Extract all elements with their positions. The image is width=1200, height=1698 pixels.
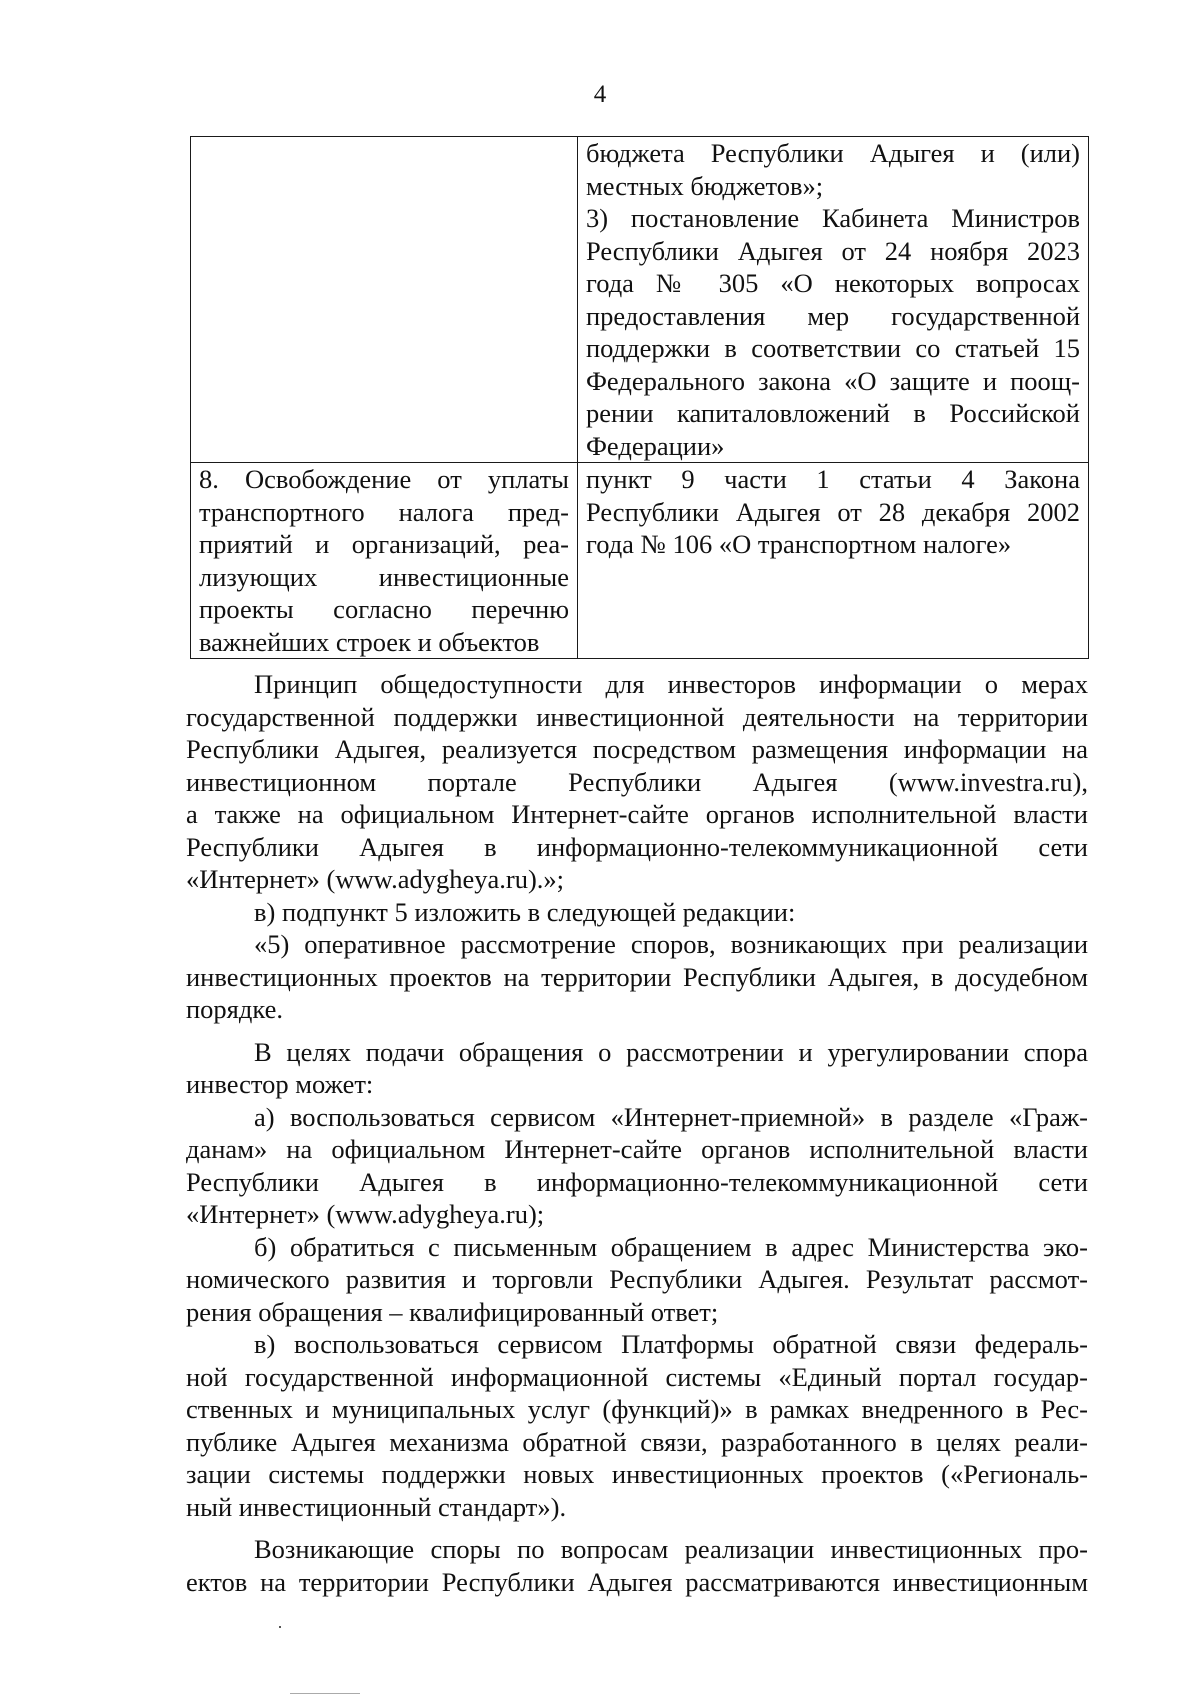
- scan-edge-mark: [290, 1693, 360, 1694]
- paragraph-line: «Интернет» (www.adygheya.ru);: [186, 1199, 545, 1229]
- paragraph-line: а также на официальном Интернет-сайте органов исполнительной власти: [186, 799, 1088, 829]
- paragraph-line: а) воспользоваться сервисом «Интернет-приемной» в разделе «Граж-: [254, 1101, 1088, 1132]
- cell-text-line: Республики Адыгея от 24 ноября 2023: [586, 235, 1080, 266]
- cell-text-line: года № 106 «О транспортном налоге»: [586, 529, 1012, 559]
- paragraph-line: Принцип общедоступности для инвесторов информации о мерах: [254, 669, 1088, 699]
- cell-text-line: Республики Адыгея от 28 декабря 2002: [586, 496, 1080, 527]
- paragraph-line: инвестиционных проектов на территории Республики Адыгея, в досудебном: [186, 961, 1088, 992]
- table-cell-legal-basis: [578, 137, 1089, 463]
- cell-text-line: проекты согласно перечню: [199, 594, 569, 624]
- paragraph-line: «Интернет» (www.adygheya.ru).»;: [186, 864, 565, 894]
- cell-text-line: приятий и организаций, реа-: [199, 529, 569, 559]
- paragraph-line: в) подпункт 5 изложить в следующей редакции:: [254, 896, 796, 927]
- paragraph-option-a: [186, 1101, 1088, 1231]
- cell-text-line: поддержки в соответствии со статьей 15: [586, 333, 1080, 363]
- cell-text-line: пункт 9 части 1 статьи 4 Закона: [586, 464, 1080, 494]
- paragraph-line: Республики Адыгея в информационно-телекоммуникационной сети: [186, 831, 1088, 862]
- paragraph-line: ственных и муниципальных услуг (функций)» в рамках внедренного в Рес-: [186, 1394, 1088, 1424]
- paragraph-line: государственной поддержки инвестиционной деятельности на территории: [186, 701, 1088, 732]
- cell-text-line: Федерации»: [586, 430, 725, 461]
- paragraph-line: «5) оперативное рассмотрение споров, возникающих при реализации: [254, 929, 1088, 959]
- measures-table: [190, 136, 1089, 659]
- cell-text-line: местных бюджетов»;: [586, 170, 824, 201]
- paragraph-dispute-appeal: [186, 1036, 1088, 1101]
- paragraph-line: рения обращения – квалифицированный ответ;: [186, 1296, 719, 1327]
- table-row: [191, 463, 1089, 659]
- cell-text-line: года № 305 «О некоторых вопросах: [586, 268, 1080, 298]
- paragraph-line: ный инвестиционный стандарт»).: [186, 1491, 567, 1522]
- paragraph-line: Возникающие споры по вопросам реализации инвестиционных про-: [254, 1534, 1088, 1564]
- cell-text-line: бюджета Республики Адыгея и (или): [586, 138, 1080, 168]
- paragraph-option-b: [186, 1231, 1088, 1329]
- paragraph-information-principle: [186, 668, 1088, 896]
- paragraph-line: инвестиционном портале Республики Адыгея (www.investra.ru),: [186, 766, 1088, 797]
- cell-text-line: Федерального закона «О защите и поощ-: [586, 365, 1080, 396]
- cell-text-line: 3) постановление Кабинета Министров: [586, 203, 1080, 233]
- table-cell-measure: [191, 137, 578, 463]
- cell-text-line: 8. Освобождение от уплаты: [199, 464, 569, 494]
- paragraph-gap: [186, 1026, 1088, 1036]
- paragraph-gap: [186, 1523, 1088, 1533]
- page-number: 4: [593, 81, 607, 108]
- paragraph-line: Республики Адыгея в информационно-телекоммуникационной сети: [186, 1166, 1088, 1197]
- cell-text-line: важнейших строек и объектов: [199, 626, 540, 657]
- paragraph-line: данам» на официальном Интернет-сайте органов исполнительной власти: [186, 1134, 1088, 1164]
- table-cell-measure: [191, 463, 578, 659]
- paragraph-line: публике Адыгея механизма обратной связи, разработанного в целях реали-: [186, 1426, 1088, 1457]
- cell-text-line: лизующих инвестиционные: [199, 561, 569, 592]
- paragraph-line: порядке.: [186, 994, 283, 1024]
- paragraph-line: ектов на территории Республики Адыгея рассматриваются инвестиционным: [186, 1566, 1088, 1597]
- scan-speck: [279, 1626, 281, 1628]
- paragraph-line: Республики Адыгея, реализуется посредством размещения информации на: [186, 734, 1088, 764]
- paragraph-line: в) воспользоваться сервисом Платформы обратной связи федераль-: [254, 1329, 1088, 1359]
- cell-text-line: рении капиталовложений в Российской: [586, 398, 1080, 428]
- paragraph-option-c: [186, 1328, 1088, 1523]
- paragraph-line: ной государственной информационной системы «Единый портал государ-: [186, 1361, 1088, 1392]
- paragraph-line: номического развития и торговли Республики Адыгея. Результат рассмот-: [186, 1264, 1088, 1294]
- table-row: [191, 137, 1089, 463]
- paragraph-subpoint-5-text: [186, 928, 1088, 1026]
- cell-text-line: предоставления мер государственной: [586, 300, 1080, 331]
- paragraph-disputes-review: [186, 1533, 1088, 1598]
- body-text: [186, 668, 1088, 1598]
- paragraph-line: В целях подачи обращения о рассмотрении и урегулировании спора: [254, 1036, 1088, 1067]
- paragraph-line: инвестор может:: [186, 1069, 374, 1099]
- table-cell-legal-basis: [578, 463, 1089, 659]
- paragraph-line: б) обратиться с письменным обращением в адрес Министерства эко-: [254, 1231, 1088, 1262]
- cell-text-line: транспортного налога пред-: [199, 496, 569, 527]
- paragraph-subpoint-5-instruction: [186, 896, 1088, 929]
- paragraph-line: зации системы поддержки новых инвестиционных проектов («Региональ-: [186, 1459, 1088, 1489]
